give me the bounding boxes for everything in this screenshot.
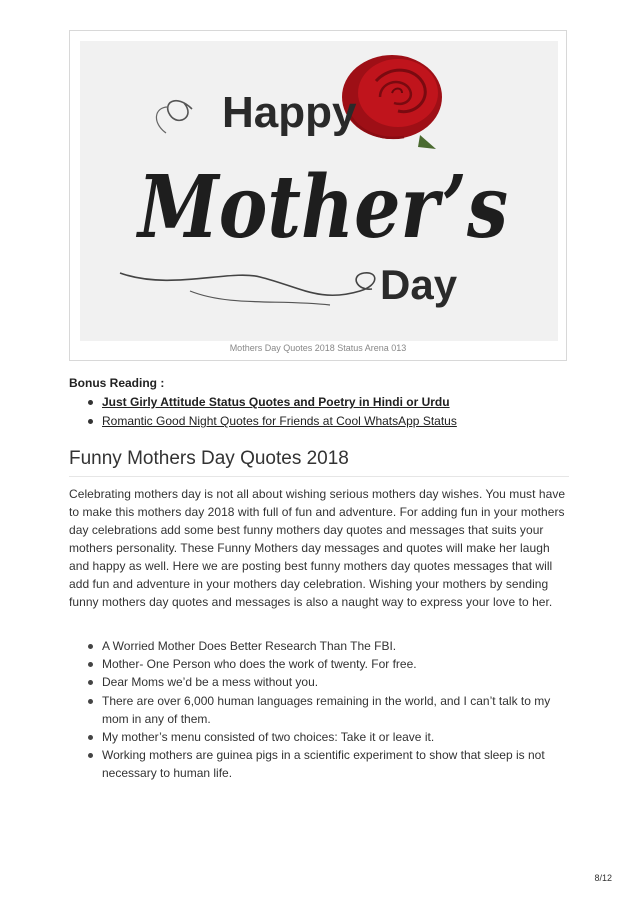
figure (69, 30, 567, 361)
link-girly-attitude-quotes[interactable]: Just Girly Attitude Status Quotes and Poetry in Hindi or Urdu (102, 395, 450, 409)
bonus-reading-title: Bonus Reading : (69, 376, 165, 390)
rose-icon (342, 55, 442, 149)
section-heading: Funny Mothers Day Quotes 2018 (69, 448, 349, 469)
list-item: My mother’s menu consisted of two choices: Take it or leave it. (84, 728, 569, 746)
heading-divider (69, 476, 569, 477)
list-item (84, 393, 457, 412)
list-item (84, 412, 457, 431)
art-mothers-text: Mother’s (135, 157, 509, 258)
art-day-text: Day (380, 261, 458, 308)
intro-paragraph: Celebrating mothers day is not all about wishing serious mothers day wishes. You must have to make this mothers day 2018 with full of fun and adventure. For adding fun in your mothers day celebrations add some best funny mothers day quotes and messages that suits your mothers personality. These Funny Mothers day messages and quotes will make her laugh and happy as well. Here we are posting best funny mothers day quotes messages that will add fun and adventure in your mothers day celebration. Wishing your mothers by sending funny mothers day quotes and messages is also a naught way to express your love to her. (69, 487, 566, 609)
list-item: Working mothers are guinea pigs in a scientific experiment to show that sleep is not necessary to human life. (84, 746, 569, 782)
list-item: Dear Moms we’d be a mess without you. (84, 673, 569, 691)
link-good-night-quotes[interactable]: Romantic Good Night Quotes for Friends at Cool WhatsApp Status (102, 414, 457, 428)
mothers-day-image (80, 41, 558, 341)
swirl-ornament-bottom (120, 273, 375, 295)
list-item: A Worried Mother Does Better Research Than The FBI. (84, 637, 569, 655)
page-number: 8/12 (594, 873, 612, 883)
swirl-ornament-left (168, 101, 192, 121)
list-item: There are over 6,000 human languages remaining in the world, and I can’t talk to my mom in any of them. (84, 692, 569, 728)
bonus-reading-list (84, 393, 457, 431)
figure-caption: Mothers Day Quotes 2018 Status Arena 013 (229, 343, 407, 353)
list-item: Mother- One Person who does the work of twenty. For free. (84, 655, 569, 673)
art-happy-text: Happy (222, 88, 357, 137)
funny-quotes-list (84, 637, 569, 783)
